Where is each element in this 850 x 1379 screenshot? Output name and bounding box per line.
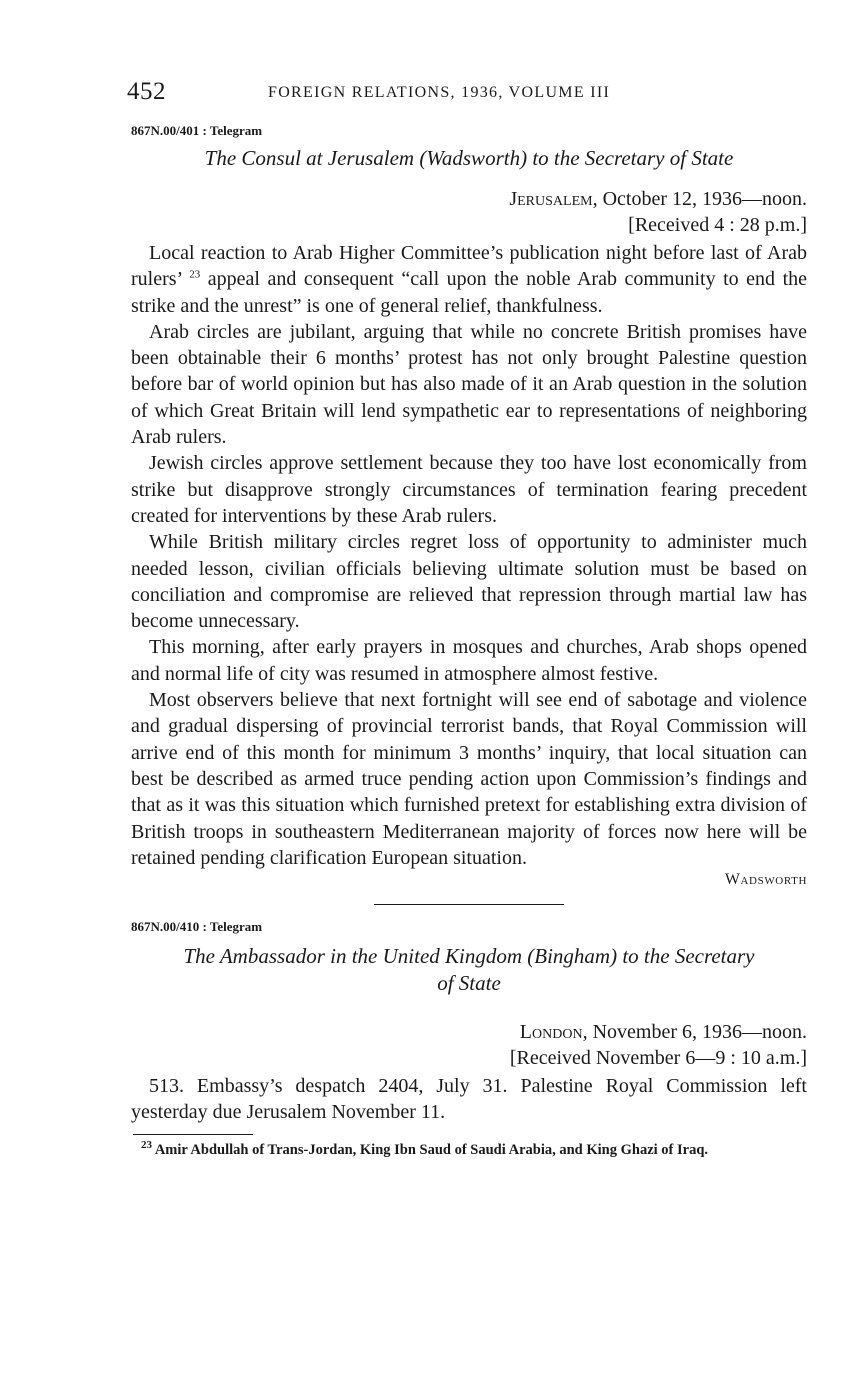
footnote-rule (133, 1134, 253, 1135)
footnote-reference-mark: 23 (189, 268, 201, 281)
doc1-paragraph-2: Arab circles are jubilant, arguing that while no concrete British promises have been obtainable their 6 months’ protest has not only brought Palestine question before bar of world opinion but has also made of it an Arab question in the solution of which Great Britain will lend sympathetic ear to representations of neighboring Arab rulers. (131, 320, 807, 449)
doc2-received: [Received November 6—9 : 10 a.m.] (509, 1047, 807, 1070)
footnote (131, 1138, 807, 1160)
doc1-paragraph-1-end: appeal and consequent “call upon the noble Arab community to end the strike and the unrest” is one of general relief, thankfulness. (131, 268, 808, 317)
doc1-paragraph-4: While British military circles regret loss of opportunity to administer much needed lesson, civilian officials believing ultimate solution must be based on conciliation and compromise are relieved that repression through martial law has become unnecessary. (131, 531, 807, 633)
doc1-paragraph-1-start: Local reaction to Arab Higher Committee’s publication night before last of Arab rulers’ (131, 242, 807, 291)
doc2-dateline (131, 1019, 807, 1045)
doc1-signature: Wadsworth (724, 871, 807, 889)
page-number: 452 (127, 78, 166, 105)
doc1-paragraph-5: This morning, after early prayers in mosques and churches, Arab shops opened and normal life of city was resumed in atmosphere almost festive. (131, 636, 807, 685)
running-head (127, 78, 807, 110)
running-head-title: FOREIGN RELATIONS, 1936, VOLUME III (268, 84, 611, 101)
footnote-text: Amir Abdullah of Trans-Jordan, King Ibn Saud of Saudi Arabia, and King Ghazi of Iraq. (154, 1141, 709, 1158)
doc2-caption-line-2: of State (437, 971, 501, 996)
doc2-caption-line-1: The Ambassador in the United Kingdom (Bingham) to the Secretary (183, 944, 755, 969)
doc1-paragraph-6: Most observers believe that next fortnight will see end of sabotage and violence and gradual dispersing of provincial terrorist bands, that Royal Commission will arrive end of this month for minimum 3 months’ inquiry, that local situation can best be described as armed truce pending action upon Commission’s findings and that as it was this situation which furnished pretext for establishing extra division of British troops in southeastern Mediterranean majority of forces now here will be retained pending clarification European situation. (131, 689, 807, 869)
doc2-date: , November 6, 1936—noon. (582, 1021, 807, 1044)
doc2-file-reference: 867N.00/410 : Telegram (131, 919, 263, 935)
doc1-paragraph-3: Jewish circles approve settlement because they too have lost economically from strike but disapprove strongly circumstances of termination fearing precedent created for interventions by these Arab rulers. (131, 452, 807, 527)
doc1-dateline (131, 186, 807, 212)
doc1-caption: The Consul at Jerusalem (Wadsworth) to the Secretary of State (204, 146, 734, 170)
section-divider (374, 904, 564, 905)
doc1-date: , October 12, 1936—noon. (592, 188, 807, 210)
doc1-received: [Received 4 : 28 p.m.] (628, 214, 807, 236)
doc1-paragraph-1 (131, 240, 807, 319)
doc2-paragraph-1: 513. Embassy’s despatch 2404, July 31. Palestine Royal Commission left yesterday due Jerusalem November 11. (131, 1075, 807, 1124)
footnote-mark: 23 (141, 1138, 152, 1151)
doc1-file-reference: 867N.00/401 : Telegram (131, 123, 263, 138)
doc1-place: Jerusalem (509, 188, 593, 210)
doc2-place: London (519, 1021, 583, 1044)
document-page (127, 78, 808, 1160)
